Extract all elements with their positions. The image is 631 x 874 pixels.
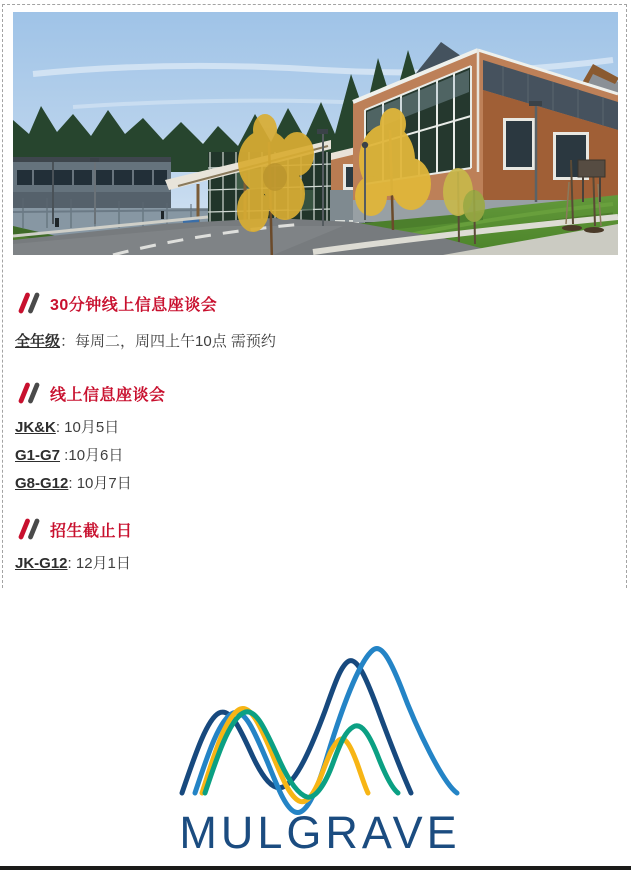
double-slash-icon bbox=[15, 518, 41, 540]
section-heading-row bbox=[15, 516, 615, 542]
campus-photo bbox=[13, 12, 618, 255]
mulgrave-mountains-icon bbox=[165, 635, 475, 805]
campus-photo-scene bbox=[13, 12, 618, 255]
schedule-text: : 10月7日 bbox=[68, 475, 132, 492]
schedule-text: ：每周二，周四上午10点 需预约 bbox=[60, 333, 276, 350]
mulgrave-wordmark: MULGRAVE bbox=[179, 807, 461, 858]
schedule-line bbox=[15, 328, 615, 356]
section-title: 30分钟线上信息座谈会 bbox=[50, 296, 218, 314]
section-online-info-session-30min bbox=[15, 290, 615, 356]
grade-label-link[interactable]: G1-G7 bbox=[15, 447, 61, 464]
section-title: 线上信息座谈会 bbox=[50, 386, 166, 404]
grade-label-link[interactable]: 全年级 bbox=[15, 333, 61, 350]
bottom-border-bar bbox=[0, 866, 631, 870]
mulgrave-logo[interactable] bbox=[165, 635, 475, 865]
schedule-line bbox=[15, 414, 615, 442]
double-slash-icon bbox=[15, 292, 41, 314]
section-admission-deadline bbox=[15, 516, 615, 578]
schedule-text: : 12月1日 bbox=[67, 555, 131, 572]
schedule-text: :10月6日 bbox=[60, 447, 124, 464]
schedule-text: : 10月5日 bbox=[55, 419, 120, 436]
grade-label-link[interactable]: G8-G12 bbox=[15, 475, 69, 492]
grade-label-link[interactable]: JK&K bbox=[15, 419, 56, 436]
section-heading-row bbox=[15, 380, 615, 406]
section-heading-row bbox=[15, 290, 615, 316]
schedule-line bbox=[15, 470, 615, 498]
schedule-line bbox=[15, 550, 615, 578]
schedule-line bbox=[15, 442, 615, 470]
section-title: 招生截止日 bbox=[50, 522, 133, 540]
double-slash-icon bbox=[15, 382, 41, 404]
grade-label-link[interactable]: JK-G12 bbox=[15, 555, 68, 572]
section-online-info-session bbox=[15, 380, 615, 498]
